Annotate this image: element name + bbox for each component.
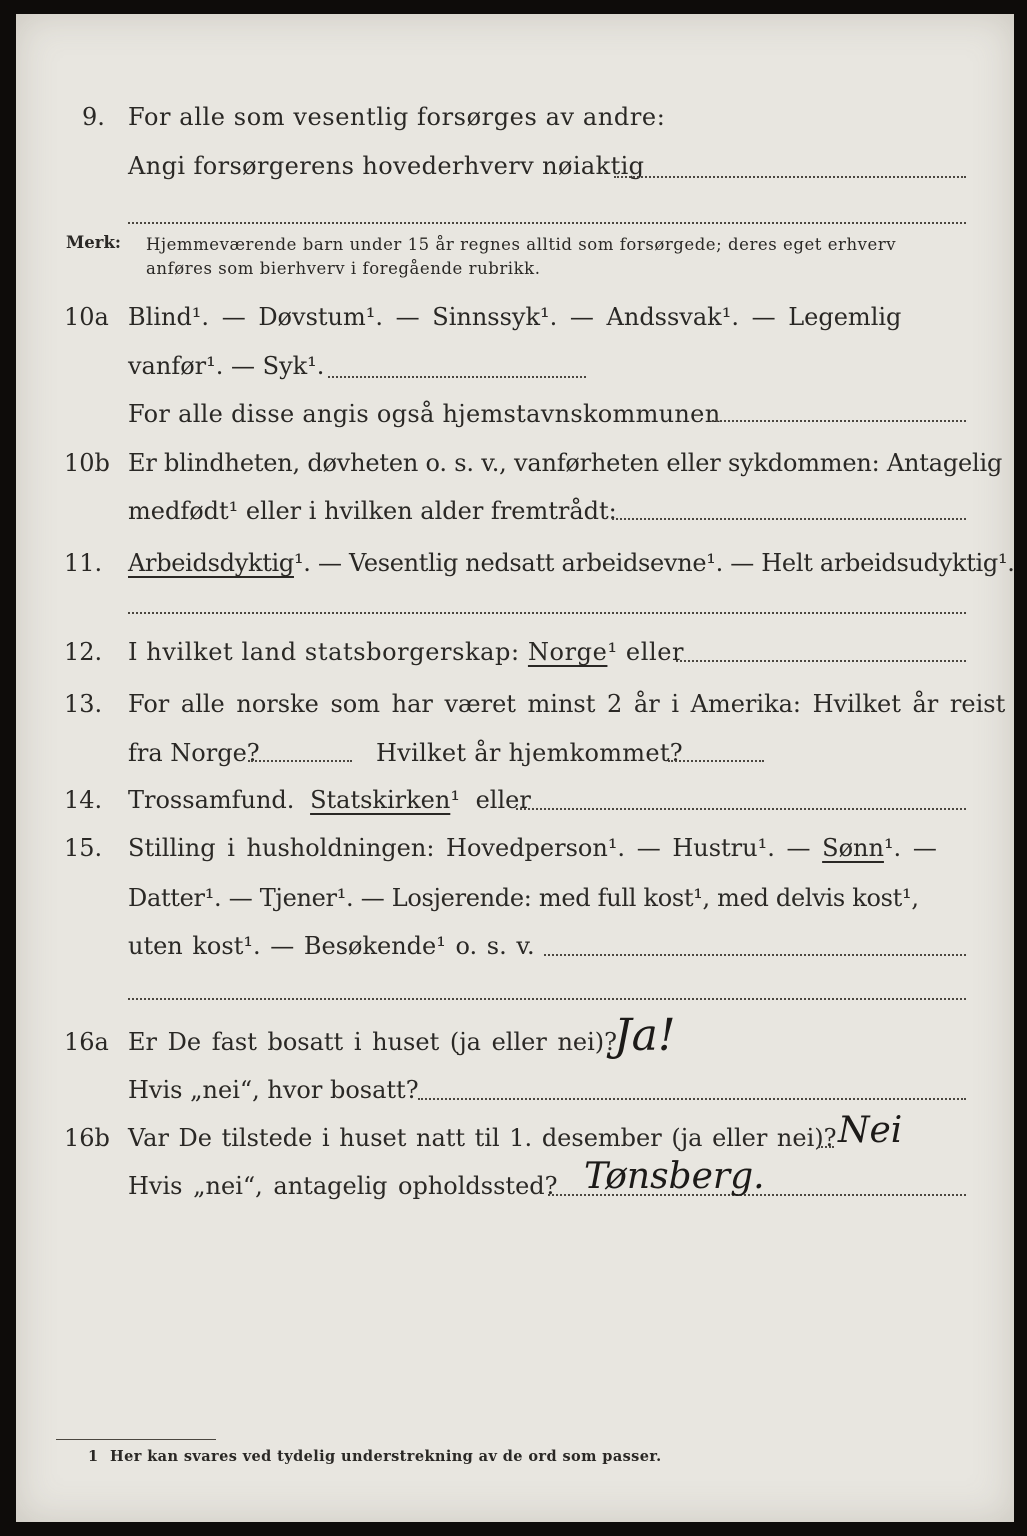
q14-pre: Trossamfund. (128, 786, 295, 814)
q14-marked-option: Statskirken (310, 786, 451, 814)
q15-marked-option: Sønn (822, 834, 884, 862)
q10b-number: 10b (64, 449, 110, 477)
q15-answer-line-2 (128, 998, 966, 1000)
q9-answer-line-2 (128, 222, 966, 224)
q11-marked-option: Arbeidsdyktig (128, 549, 294, 577)
q13-number: 13. (64, 690, 103, 718)
q14-answer-line (516, 808, 966, 810)
merk-line2: anføres som bierhverv i foregående rubrikk. (146, 259, 541, 278)
q15-line1-post: ¹. — (883, 834, 937, 862)
footnote-text: Her kan svares ved tydelig understrekning av de ord som passer. (110, 1448, 662, 1465)
q10a-line3: For alle disse angis også hjemstavnskommunen (128, 400, 721, 428)
q10a-home-line (712, 420, 966, 422)
q16a-answer-line (418, 1098, 966, 1100)
q16a-handwritten-answer: Ja! (614, 1010, 676, 1061)
q13-year-left-line (248, 760, 352, 762)
q15-number: 15. (64, 834, 103, 862)
q12-number: 12. (64, 638, 103, 666)
q13-year-home-line (668, 760, 764, 762)
q10b-line2: medfødt¹ eller i hvilken alder fremtrådt: (128, 497, 617, 525)
q16b-number: 16b (64, 1124, 110, 1152)
q16b-answer-line (818, 1146, 834, 1148)
q10b-line1: Er blindheten, døvheten o. s. v., vanførheten eller sykdommen: Antagelig (128, 449, 1003, 477)
q12-post: ¹ eller (607, 638, 685, 666)
merk-line1: Hjemmeværende barn under 15 år regnes alltid som forsørgede; deres eget erhverv (146, 235, 897, 254)
footnote-mark: 1 (88, 1448, 99, 1465)
q10b-answer-line (612, 518, 966, 520)
q10a-number: 10a (64, 303, 109, 331)
q9-line1: For alle som vesentlig forsørges av andre: (128, 103, 666, 131)
q9-number: 9. (82, 103, 105, 131)
q13-line2b: Hvilket år hjemkommet? (376, 739, 683, 767)
q14-line (128, 786, 531, 814)
q16b-handwritten-place: Tønsberg. (584, 1156, 765, 1197)
q16b-handwritten-answer: Nei (838, 1110, 903, 1151)
q13-line1: For alle norske som har været minst 2 år i Amerika: Hvilket år reist (128, 690, 1006, 718)
q10a-line2: vanfør¹. — Syk¹. (128, 352, 325, 380)
merk-label: Merk: (66, 233, 121, 252)
q15-line3: uten kost¹. — Besøkende¹ o. s. v. (128, 932, 535, 960)
census-form-page (16, 14, 1014, 1522)
q15-answer-line (544, 954, 966, 956)
q11-number: 11. (64, 549, 103, 577)
q16a-line2: Hvis „nei“, hvor bosatt? (128, 1076, 419, 1104)
q16b-line1: Var De tilstede i huset natt til 1. desember (ja eller nei)? (128, 1124, 837, 1152)
q11-line (128, 549, 1015, 577)
q16b-line2: Hvis „nei“, antagelig opholdssted? (128, 1172, 558, 1200)
q9-answer-line (614, 176, 966, 178)
footnote-separator (56, 1439, 216, 1440)
q14-post: ¹ eller (450, 786, 531, 814)
q11-answer-line (128, 612, 966, 614)
q12-line (128, 638, 684, 666)
q12-answer-line (676, 660, 966, 662)
q15-line1 (128, 834, 937, 862)
q14-number: 14. (64, 786, 103, 814)
q9-line2: Angi forsørgerens hovederhverv nøiaktig (128, 152, 645, 180)
q10a-answer-line (328, 376, 586, 378)
q15-line2: Datter¹. — Tjener¹. — Losjerende: med full kost¹, med delvis kost¹, (128, 884, 919, 912)
q16a-number: 16a (64, 1028, 109, 1056)
q16a-line1: Er De fast bosatt i huset (ja eller nei)? (128, 1028, 618, 1056)
q11-rest: ¹. — Vesentlig nedsatt arbeidsevne¹. — Helt arbeidsudyktig¹. (293, 549, 1015, 577)
q15-line1-text: Stilling i husholdningen: Hovedperson¹. — Hustru¹. — (128, 834, 811, 862)
q12-pre: I hvilket land statsborgerskap: (128, 638, 520, 666)
q13-line2a: fra Norge? (128, 739, 260, 767)
q10a-line1: Blind¹. — Døvstum¹. — Sinnssyk¹. — Andssvak¹. — Legemlig (128, 303, 902, 331)
q12-marked-option: Norge (527, 638, 608, 666)
